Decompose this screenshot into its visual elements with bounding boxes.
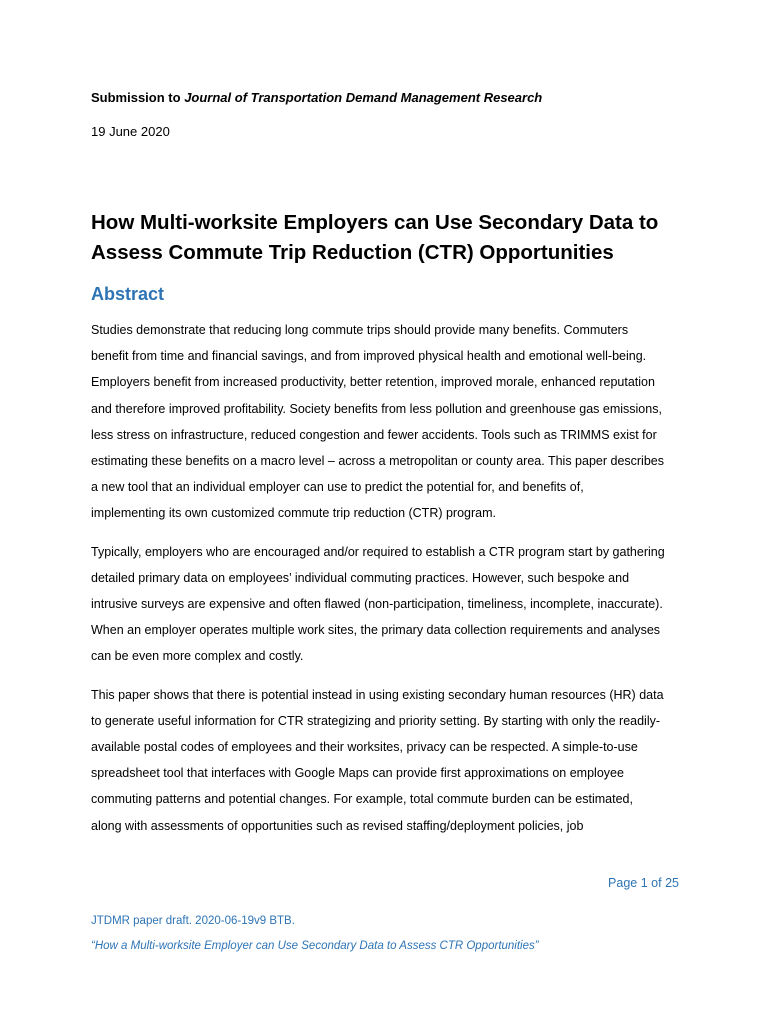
submission-prefix: Submission to [91,90,181,105]
footer-draft-note: JTDMR paper draft. 2020-06-19v9 BTB. [91,915,295,927]
abstract-paragraph [91,539,691,670]
abstract-heading: Abstract [91,284,165,304]
text-line: Employers benefit from increased productivity, better retention, improved morale, enhanced reputation [91,375,655,390]
text-line: Studies demonstrate that reducing long commute trips should provide many benefits. Commuters [91,323,629,337]
footer-running-title: “How a Multi-worksite Employer can Use Secondary Data to Assess CTR Opportunities” [91,940,539,952]
text-line: benefit from time and financial savings, and from improved physical health and emotional well-being. [91,349,647,364]
text-line: This paper shows that there is potential instead in using existing secondary human resources (HR) data [91,687,664,702]
page-number-current: 1 [640,876,648,890]
submission-line [91,90,542,105]
abstract-paragraph [91,317,691,527]
page-number-of: of [651,876,662,890]
text-line: to generate useful information for CTR strategizing and priority setting. By starting with only the readily- [91,713,661,728]
paper-title [91,208,691,268]
text-line: less stress on infrastructure, reduced congestion and fewer accidents. Tools such as TRIMMS exist for [91,427,657,442]
title-line: How Multi-worksite Employers can Use Secondary Data to [91,211,659,234]
text-line: When an employer operates multiple work sites, the primary data collection requirements and analyses [91,623,661,638]
abstract-body [91,317,691,851]
text-line: a new tool that an individual employer can use to predict the potential for, and benefits of, [91,480,584,495]
text-line: intrusive surveys are expensive and often flawed (non-participation, timeliness, incomplete, inaccurate). [91,597,663,612]
text-line: spreadsheet tool that interfaces with Google Maps can provide first approximations on employee [91,766,624,781]
text-line: estimating these benefits on a macro level – across a metropolitan or county area. This paper describes [91,454,664,469]
text-line: can be even more complex and costly. [91,649,304,664]
title-line: Assess Commute Trip Reduction (CTR) Opportunities [91,241,614,264]
journal-name: Journal of Transportation Demand Management Research [184,90,543,105]
text-line: and therefore improved profitability. Society benefits from less pollution and greenhouse gas emissions, [91,401,662,416]
text-line: available postal codes of employees and their worksites, privacy can be respected. A simple-to-use [91,740,638,755]
abstract-paragraph [91,682,691,839]
text-line: commuting patterns and potential changes. For example, total commute burden can be estimated, [91,792,633,807]
page-number-prefix: Page [608,876,638,890]
text-line: along with assessments of opportunities such as revised staffing/deployment policies, job [91,818,584,833]
text-line: implementing its own customized commute trip reduction (CTR) program. [91,506,496,521]
page-number-total: 25 [665,876,679,890]
page-number [608,876,679,890]
text-line: detailed primary data on employees’ individual commuting practices. However, such bespoke and [91,570,630,585]
text-line: Typically, employers who are encouraged and/or required to establish a CTR program start by gathering [91,544,665,559]
submission-date: 19 June 2020 [91,124,170,139]
